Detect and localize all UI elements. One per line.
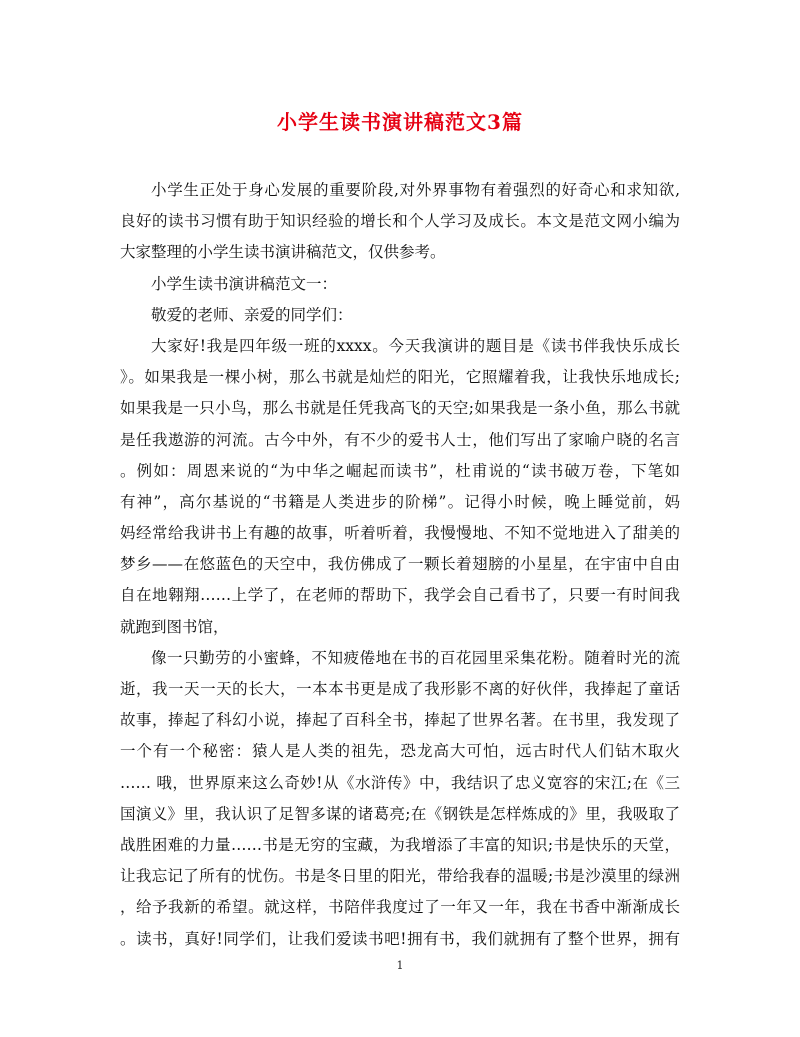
paragraph-line: ，给予我新的希望。就这样，书陪伴我度过了一年又一年，我在书香中渐渐成长 [120,898,680,917]
paragraph-line: 战胜困难的力量……书是无穷的宝藏，为我增添了丰富的知识;书是快乐的天堂， [120,835,680,854]
paragraph-line: 国演义》里，我认识了足智多谋的诸葛亮;在《钢铁是怎样炼成的》里，我吸取了 [120,804,680,823]
paragraph-line: 。例如：周恩来说的“为中华之崛起而读书”，杜甫说的“读书破万卷，下笔如 [120,461,680,480]
paragraph-line: 大家整理的小学生读书演讲稿范文，仅供参考。 [120,243,446,262]
paragraph-line: 是任我遨游的河流。古今中外，有不少的爱书人士，他们写出了家喻户晓的名言 [120,430,680,449]
paragraph-line: 。读书，真好!同学们，让我们爱读书吧!拥有书，我们就拥有了整个世界，拥有 [120,929,680,948]
paragraph-line: 良好的读书习惯有助于知识经验的增长和个人学习及成长。本文是范文网小编为 [120,212,680,231]
paragraph-line: 逝，我一天一天的长大，一本本书更是成了我形影不离的好伙伴，我捧起了童话 [120,680,680,698]
document-title: 小学生读书演讲稿范文3篇 [277,110,523,134]
paragraph-line: 妈经常给我讲书上有趣的故事，听着听着，我慢慢地、不知不觉地进入了甜美的 [120,524,680,543]
paragraph-line: 故事，捧起了科幻小说，捧起了百科全书，捧起了世界名著。在书里，我发现了 [120,711,680,730]
paragraph-line: 一个有一个秘密：猿人是人类的祖先，恐龙高大可怕，远古时代人们钻木取火 [120,742,680,761]
paragraph-line: 有神”，高尔基说的“书籍是人类进步的阶梯”。记得小时候，晚上睡觉前，妈 [120,492,680,511]
section-heading: 小学生读书演讲稿范文一： [151,274,338,293]
paragraph-line: …… 哦，世界原来这么奇妙!从《水浒传》中，我结识了忠义宽容的宋江;在《三 [120,773,680,792]
paragraph-line: 让我忘记了所有的忧伤。书是冬日里的阳光，带给我春的温暖;书是沙漠里的绿洲 [120,867,680,886]
page-number: 1 [396,959,404,972]
paragraph-line: 如果我是一只小鸟，那么书就是任凭我高飞的天空;如果我是一条小鱼，那么书就 [120,399,680,418]
document-body [120,175,680,955]
paragraph-line: 自在地翱翔……上学了，在老师的帮助下，我学会自己看书了，只要一有时间我 [120,586,680,605]
paragraph-line: 小学生正处于身心发展的重要阶段,对外界事物有着强烈的好奇心和求知欲, [151,181,680,199]
salutation: 敬爱的老师、亲爱的同学们： [151,305,353,324]
paragraph-line: 大家好!我是四年级一班的xxxx。今天我演讲的题目是《读书伴我快乐成长 [151,336,680,355]
paragraph-line: 梦乡——在悠蓝色的天空中，我仿佛成了一颗长着翅膀的小星星，在宇宙中自由 [120,555,680,574]
paragraph-line: 就跑到图书馆， [120,617,229,636]
paragraph-line: 像一只勤劳的小蜜蜂，不知疲倦地在书的百花园里采集花粉。随着时光的流 [151,648,680,667]
paragraph-line: 》。如果我是一棵小树，那么书就是灿烂的阳光，它照耀着我，让我快乐地成长; [120,368,680,387]
